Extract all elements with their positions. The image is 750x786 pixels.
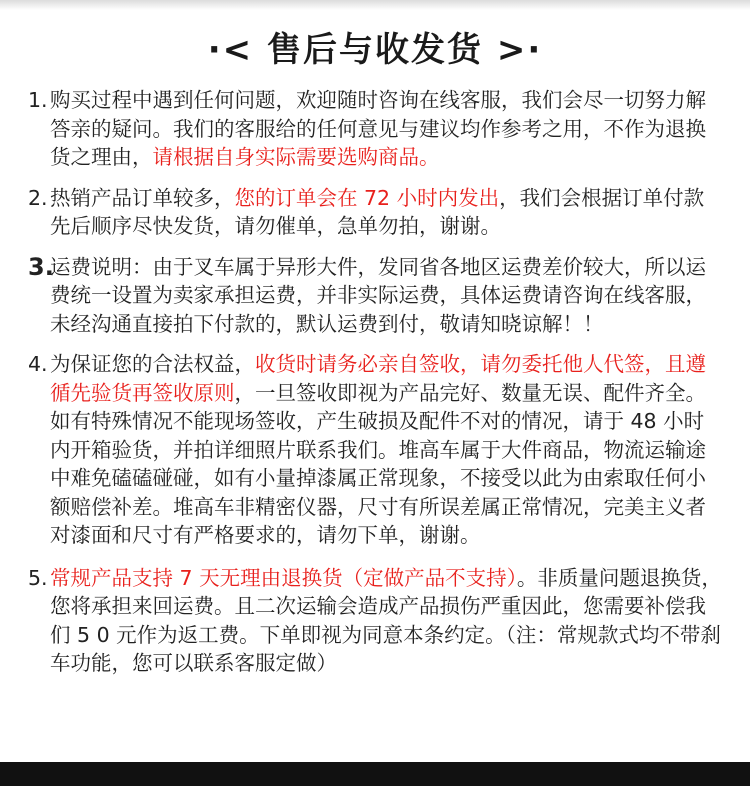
item-text: 热销产品订单较多， xyxy=(50,185,235,210)
policy-item-5 xyxy=(28,564,724,678)
item-text: ，一旦签收即视为产品完好、数量无误、配件齐全。如有特殊情况不能现场签收，产生破损及配件不对的情况，请于 48 小时内开箱验货，并拍详细照片联系我们。堆高车属于大件商品，物流运输途中难免磕磕碰碰，如有小量掉漆属正常现象，不接受以此为由索取任何小额赔偿补差。堆高车非精密仪器，尺寸有所误差属正常情况，完美主义者对漆面和尺寸有严格要求的，请勿下单，谢谢。 xyxy=(50,380,706,547)
item-number: 5. xyxy=(28,565,48,590)
item-highlight: 您的订单会在 72 小时内发出 xyxy=(234,185,500,210)
item-highlight: 请根据自身实际需要选购商品。 xyxy=(152,145,440,169)
top-strip xyxy=(0,0,750,10)
item-number: 1. xyxy=(28,88,48,112)
item-number: 2. xyxy=(28,185,48,210)
item-text: ，我们会根据订单付款先后顺序尽快发货，请勿催单，急单勿拍，谢谢。 xyxy=(50,185,705,238)
item-text: 。非质量问题退换货，您将承担来回运费。且二次运输会造成产品损伤严重因此，您需要补偿我们 5 0 元作为返工费。下单即视为同意本条约定。（注：常规款式均不带刹车功能，您可以联系客服定做） xyxy=(50,565,722,675)
page-title: ·< 售后与收发货 >· xyxy=(207,30,543,70)
item-text: 购买过程中遇到任何问题，欢迎随时咨询在线客服，我们会尽一切努力解答亲的疑问。我们的客服给的任何意见与建议均作参考之用，不作为退换货之理由， xyxy=(50,88,706,169)
policy-list xyxy=(28,86,724,690)
item-highlight: 常规产品支持 7 天无理由退换货（定做产品不支持） xyxy=(50,565,517,590)
item-highlight: 收货时请务必亲自签收，请勿委托他人代签，且遵循先验货再签收原则 xyxy=(50,352,706,405)
policy-item-3 xyxy=(28,253,724,339)
policy-item-2 xyxy=(28,184,724,241)
policy-item-1 xyxy=(28,86,724,172)
bottom-bar xyxy=(0,762,750,786)
item-text: 运费说明：由于叉车属于异形大件，发同省各地区运费差价较大，所以运费统一设置为卖家承担运费，并非实际运费，具体运费请咨询在线客服，未经沟通直接拍下付款的，默认运费到付，敬请知晓谅解！！ xyxy=(50,254,706,336)
item-number: 4. xyxy=(28,352,48,376)
policy-item-4 xyxy=(28,350,724,550)
item-text: 为保证您的合法权益， xyxy=(50,352,255,376)
item-number: 3. xyxy=(28,252,54,281)
